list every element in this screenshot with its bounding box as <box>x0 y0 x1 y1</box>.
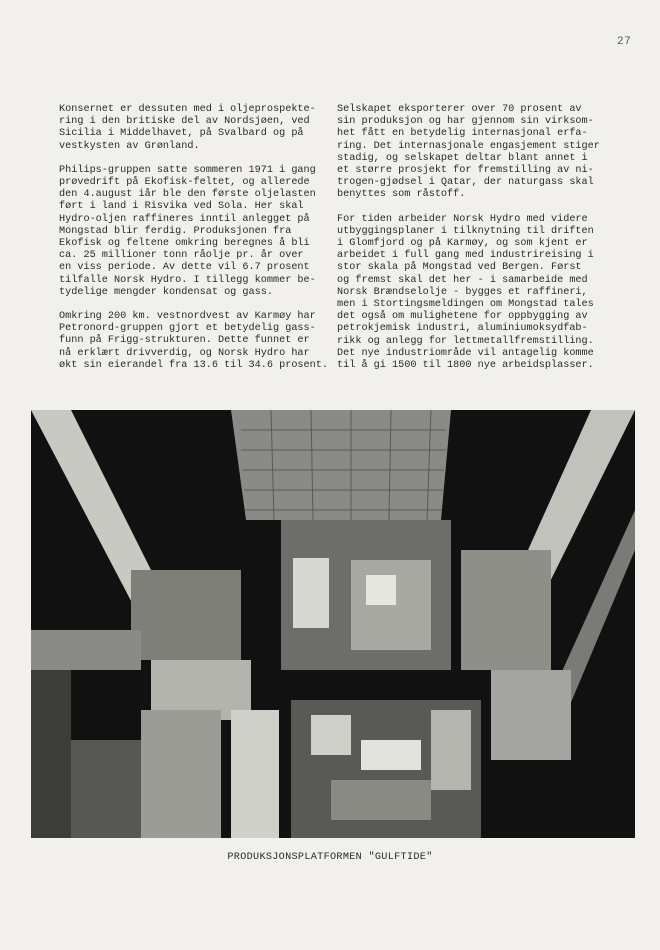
page-number: 27 <box>617 36 632 48</box>
left-text-column <box>59 104 335 384</box>
photo-caption: PRODUKSJONSPLATFORMEN "GULFTIDE" <box>227 852 433 863</box>
paragraph: Konsernet er dessuten med i oljeprospekte- ring i den britiske del av Nordsjøen, ved Sicilia i Middelhavet, på Svalbard og på vestkysten av Grønland. <box>59 104 316 152</box>
paragraph: For tiden arbeider Norsk Hydro med videre utbyggingsplaner i tilknytning til driften i Glomfjord og på Karmøy, og som kjent er arbeidet i full gang med industrireising i stor skala på Mongstad ved Bergen. Først og fremst skal det her - i samarbeide med Norsk Brændselolje - bygges et raffineri, men i Stortingsmeldingen om Mongstad tales det også om mulighetene for oppbygging av petrokjemisk industri, aluminiumoksydfab- rikk og anlegg for lettmetallfremstilling. Det nye industriområde vil antagelig komme til å gi 1500 til 1800 nye arbeidsplasser. <box>337 213 594 372</box>
paragraph: Selskapet eksporterer over 70 prosent av sin produksjon og har gjennom sin virksom- het fått en betydelig internasjonal erfa- ring. Det internasjonale engasjement stiger stadig, og selskapet deltar blant annet i et større prosjekt for fremstilling av ni- trogen-gjødsel i Qatar, der naturgass skal benyttes som råstoff. <box>337 104 600 201</box>
paragraph: Philips-gruppen satte sommeren 1971 i gang prøvedrift på Ekofisk-feltet, og allerede den 4.august iår ble den første oljelasten ført i land i Risvika ved Sola. Her skal Hydro-oljen raffineres inntil anlegget på Mongstad blir ferdig. Produksjonen fra Ekofisk og feltene omkring beregnes å bli ca. 25 millioner tonn råolje pr. år over en viss periode. Av dette vil 6.7 prosent tilfalle Norsk Hydro. I tillegg kommer be- tydelige mengder kondensat og gass. <box>59 164 316 298</box>
paragraph: Omkring 200 km. vestnordvest av Karmøy har Petronord-gruppen gjort et betydelig gass- funn på Frigg-strukturen. Dette funnet er nå erklært drivverdig, og Norsk Hydro har økt sin eierandel fra 13.6 til 34.6 prosent. <box>59 311 328 371</box>
platform-photo <box>31 410 635 838</box>
right-text-column <box>337 104 627 384</box>
